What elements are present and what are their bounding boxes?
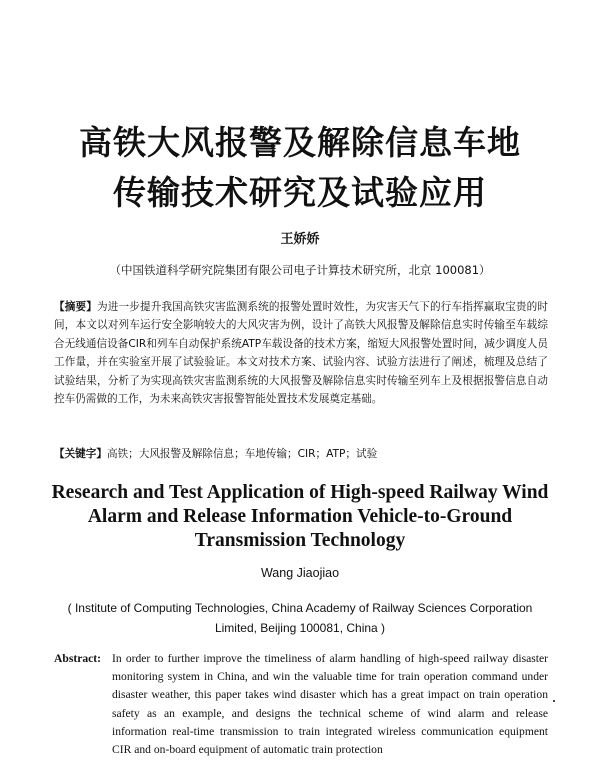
chinese-title-line-1: 高铁大风报警及解除信息车地 — [79, 123, 521, 162]
chinese-keywords-label: 【关键字】 — [54, 448, 107, 460]
english-abstract-label: Abstract: — [54, 652, 102, 665]
english-title-line-2: Alarm and Release Information Vehicle-to-Ground — [87, 506, 513, 527]
english-abstract-text: In order to further improve the timeliness of alarm handling of high-speed railway disaster monitoring system in China, and win the valuable time for train operation command under disaster weather, this paper takes wind disaster which has a great impact on train operation safety as an example, and designs the technical scheme of wind alarm and release information real-time transmission to train integrated wireless communication equipment CIR and on-board equipment of automatic train protection — [112, 652, 548, 757]
english-title-line-3: Transmission Technology — [194, 530, 406, 551]
chinese-keywords-text: 高铁；大风报警及解除信息；车地传输；CIR；ATP；试验 — [106, 448, 378, 460]
chinese-title-line-2: 传输技术研究及试验应用 — [113, 173, 487, 212]
chinese-affiliation: （中国铁道科学研究院集团有限公司电子计算技术研究所，北京 100081） — [109, 263, 491, 277]
scan-artifact-dot — [553, 700, 555, 702]
chinese-keywords — [54, 445, 548, 463]
english-title-line-1: Research and Test Application of High-speed Railway Wind — [51, 482, 549, 503]
chinese-abstract — [54, 298, 548, 408]
chinese-author: 王娇娇 — [280, 232, 320, 247]
english-affiliation: ( Institute of Computing Technologies, China Academy of Railway Sciences Corporation Limited, Beijing 100081, China ) — [67, 601, 533, 635]
english-abstract — [54, 650, 548, 759]
chinese-abstract-label: 【摘要】 — [54, 301, 97, 313]
chinese-abstract-text: 为进一步提升我国高铁灾害监测系统的报警处置时效性，为灾害天气下的行车指挥赢取宝贵的时间，本文以对列车运行安全影响较大的大风灾害为例，设计了高铁大风报警及解除信息实时传输至车载综合无线通信设备CIR和列车自动保护系统ATP车载设备的技术方案，缩短大风报警处置时间，减少调度人员工作量，并在实验室开展了试验验证。本文对技术方案、试验内容、试验方法进行了阐述，梳理及总结了试验结果，分析了为实现高铁灾害监测系统的大风报警及解除信息实时传输至列车上及根据报警信息自动控车仍需做的工作，为未来高铁灾害报警智能处置技术发展奠定基础。 — [54, 301, 549, 406]
english-author: Wang Jiaojiao — [260, 566, 340, 580]
